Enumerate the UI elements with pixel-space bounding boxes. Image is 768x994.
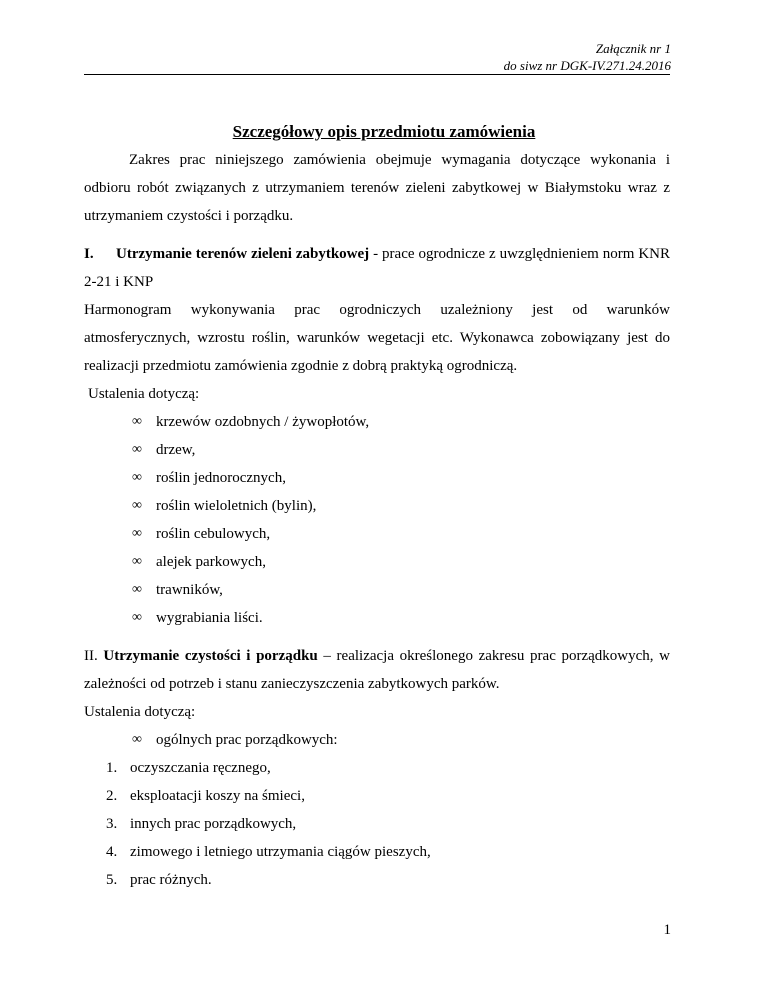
section-1-heading bbox=[84, 240, 670, 296]
page-number: 1 bbox=[663, 922, 671, 938]
list-item: 2. eksploatacji koszy na śmieci, bbox=[106, 788, 305, 804]
header-attachment-label: Załącznik nr 1 bbox=[595, 41, 671, 56]
list-item: ∞ trawników, bbox=[132, 576, 670, 604]
list-item: ∞ wygrabiania liści. bbox=[132, 604, 670, 632]
section-2-intro-label: Ustalenia dotyczą: bbox=[84, 704, 196, 720]
list-item: 5. prac różnych. bbox=[106, 872, 212, 888]
section-2-number: II. bbox=[84, 648, 98, 664]
section-2-bullet-list bbox=[84, 726, 670, 754]
infinity-bullet-icon: ∞ bbox=[132, 554, 142, 569]
section-2-numbered-list bbox=[84, 754, 670, 894]
section-2-title: Utrzymanie czystości i porządku bbox=[103, 648, 318, 664]
list-item: ∞ roślin wieloletnich (bylin), bbox=[132, 492, 670, 520]
list-item: ∞ ogólnych prac porządkowych: bbox=[132, 726, 670, 754]
infinity-bullet-icon: ∞ bbox=[132, 526, 142, 541]
section-1-title: Utrzymanie terenów zieleni zabytkowej bbox=[116, 246, 370, 262]
list-item: 3. innych prac porządkowych, bbox=[106, 816, 297, 832]
document-title: Szczegółowy opis przedmiotu zamówienia bbox=[232, 122, 536, 141]
list-item: 4. zimowego i letniego utrzymania ciągów pieszych, bbox=[106, 844, 431, 860]
header-divider bbox=[84, 74, 670, 75]
list-item: ∞ alejek parkowych, bbox=[132, 548, 670, 576]
infinity-bullet-icon: ∞ bbox=[132, 498, 142, 513]
section-1-number: I. bbox=[84, 246, 94, 262]
section-1-paragraph: Harmonogram wykonywania prac ogrodniczych uzależniony jest od warunków atmosferycznych, wzrostu roślin, warunków wegetacji etc. Wykonawca zobowiązany jest do realizacji przedmiotu zamówienia zgodnie z dobrą praktyką ogrodniczą. bbox=[84, 302, 670, 374]
list-item: 1. oczyszczania ręcznego, bbox=[106, 760, 271, 776]
section-1-subtitle: - prace ogrodnicze z uwzględnieniem norm KNR 2-21 i KNP bbox=[84, 246, 670, 290]
page-header bbox=[504, 40, 671, 74]
infinity-bullet-icon: ∞ bbox=[132, 732, 142, 747]
list-item: ∞ krzewów ozdobnych / żywopłotów, bbox=[132, 408, 670, 436]
header-reference-number: do siwz nr DGK-IV.271.24.2016 bbox=[503, 58, 671, 73]
infinity-bullet-icon: ∞ bbox=[132, 414, 142, 429]
infinity-bullet-icon: ∞ bbox=[132, 582, 142, 597]
document-body bbox=[84, 146, 670, 894]
section-2-subtitle: – realizacja określonego zakresu prac porządkowych, w zależności od potrzeb i stanu zanieczyszczenia zabytkowych parków. bbox=[84, 648, 671, 692]
list-item: ∞ roślin jednorocznych, bbox=[132, 464, 670, 492]
infinity-bullet-icon: ∞ bbox=[132, 470, 142, 485]
list-item: ∞ roślin cebulowych, bbox=[132, 520, 670, 548]
section-1-list bbox=[84, 408, 670, 632]
intro-paragraph: Zakres prac niniejszego zamówienia obejmuje wymagania dotyczące wykonania i odbioru robót związanych z utrzymaniem terenów zieleni zabytkowej w Białymstoku wraz z utrzymaniem czystości i porządku. bbox=[84, 152, 670, 224]
infinity-bullet-icon: ∞ bbox=[132, 610, 142, 625]
infinity-bullet-icon: ∞ bbox=[132, 442, 142, 457]
section-2-heading bbox=[84, 642, 670, 698]
section-1-intro-label: Ustalenia dotyczą: bbox=[88, 386, 200, 402]
list-item: ∞ drzew, bbox=[132, 436, 670, 464]
